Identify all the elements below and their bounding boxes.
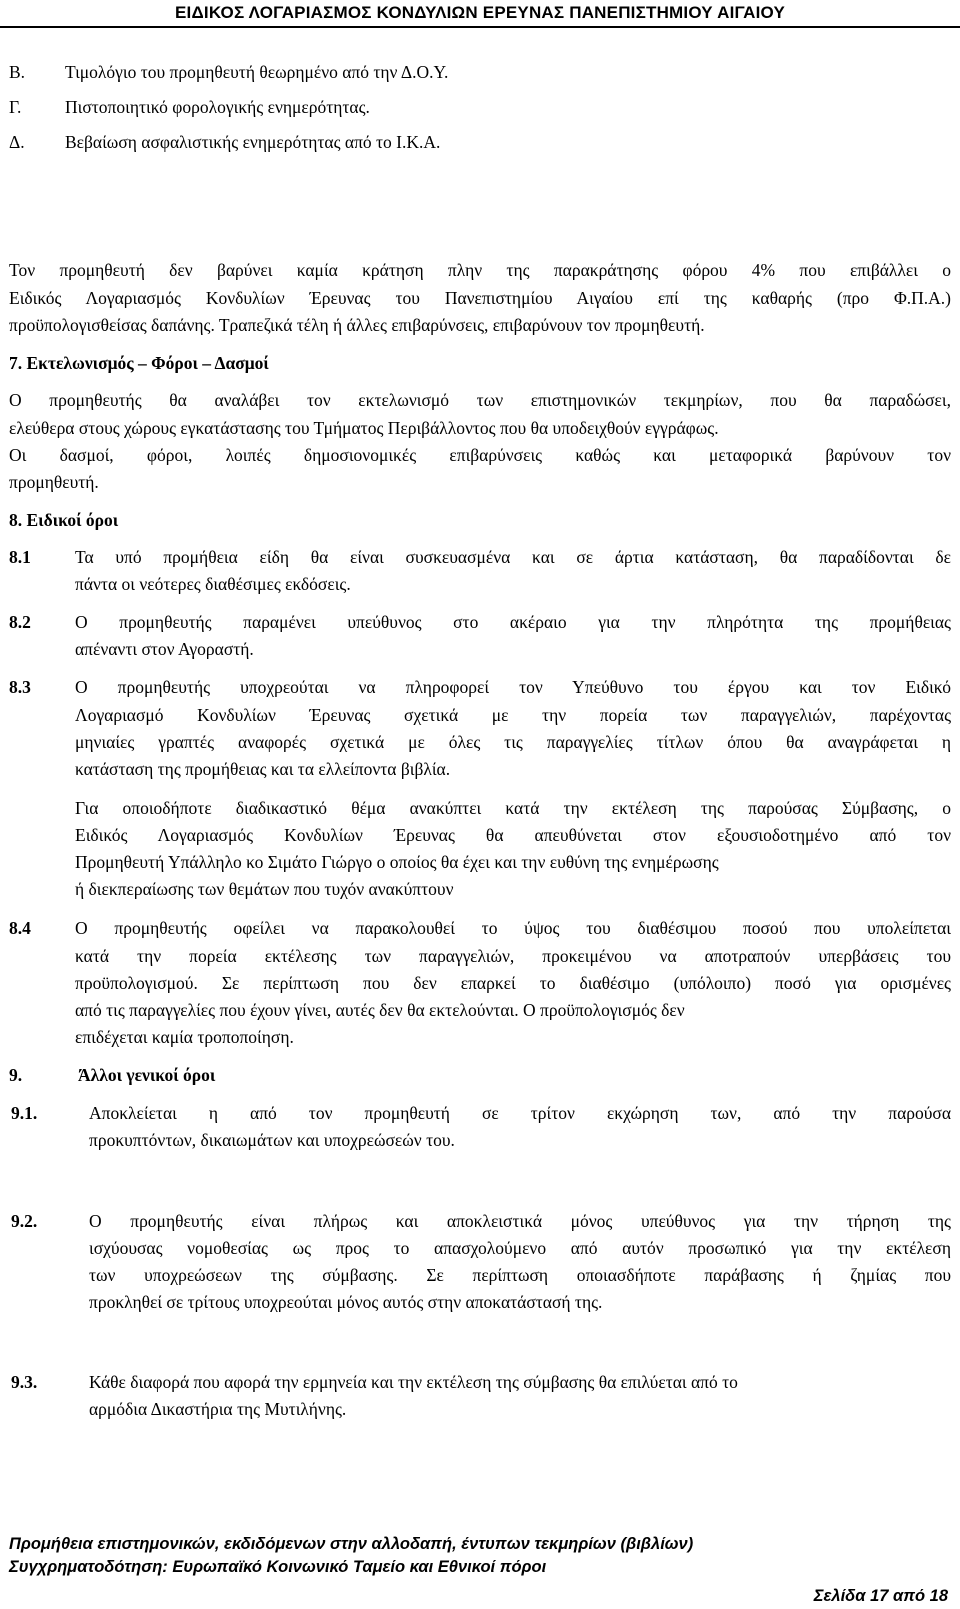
item-line: από τις παραγγελίες που έχουν γίνει, αυτές δεν θα εκτελούνται. Ο προϋπολογισμός δεν xyxy=(75,1000,685,1020)
item-line: Λογαριασμό Κονδυλίων Έρευνας σχετικά με την πορεία των παραγγελιών, παρέχοντας xyxy=(75,705,951,725)
item-line: των υποχρεώσεων της σύμβασης. Σε περίπτωση οποιασδήποτε παράβασης ή ζημίας που xyxy=(89,1265,951,1285)
docs-item-label: Δ. xyxy=(9,132,25,152)
item-line: Προμηθευτή Υπάλληλο κο Σιμάτο Γιώργο ο οποίος θα έχει και την ευθύνη της ενημέρωσης xyxy=(75,852,719,872)
item-label: 9.2. xyxy=(11,1211,38,1231)
item-label: 9.3. xyxy=(11,1372,38,1392)
item-label: 8.4 xyxy=(9,918,31,938)
section-heading: 8. Ειδικοί όροι xyxy=(9,510,119,530)
item-line: Κάθε διαφορά που αφορά την ερμηνεία και την εκτέλεση της σύμβασης θα επιλύεται από το xyxy=(89,1372,738,1392)
section-line: Ο προμηθευτής θα αναλάβει τον εκτελωνισμό των επιστημονικών τεκμηρίων, που θα παραδώσει, xyxy=(9,390,951,410)
item-line: Για οποιοδήποτε διαδικαστικό θέμα ανακύπτει κατά την εκτέλεση της παρούσας Σύμβασης, ο xyxy=(75,798,951,818)
item-line: Ο προμηθευτής παραμένει υπεύθυνος στο ακέραιο για την πληρότητα της προμήθειας xyxy=(75,612,951,632)
item-line: πάντα οι νεότερες διαθέσιμες εκδόσεις. xyxy=(75,574,351,594)
paragraph-line: προϋπολογισθείσας δαπάνης. Τραπεζικά τέλη ή άλλες επιβαρύνσεις, επιβαρύνουν τον προμηθευτή. xyxy=(9,315,705,335)
item-label: 9.1. xyxy=(11,1103,38,1123)
docs-item-label: Β. xyxy=(9,62,26,82)
docs-item-text: Βεβαίωση ασφαλιστικής ενημερότητας από το Ι.Κ.Α. xyxy=(65,132,441,152)
item-line: Ο προμηθευτής υποχρεούται να πληροφορεί τον Υπεύθυνο του έργου και τον Ειδικό xyxy=(75,677,951,697)
item-label: 8.3 xyxy=(9,677,31,697)
item-line: προκληθεί σε τρίτους υποχρεούται μόνος αυτός στην αποκατάστασή της. xyxy=(89,1292,603,1312)
item-label: 8.1 xyxy=(9,547,31,567)
page-header-title: ΕΙΔΙΚΟΣ ΛΟΓΑΡΙΑΣΜΟΣ ΚΟΝΔΥΛΙΩΝ ΕΡΕΥΝΑΣ ΠΑΝΕΠΙΣΤΗΜΙΟΥ ΑΙΓΑΙΟΥ xyxy=(175,3,785,22)
section-line: ελεύθερα στους χώρους εγκατάστασης του Τμήματος Περιβάλλοντος που θα υποδειχθούν εγγράφως. xyxy=(9,418,719,438)
item-line: μηνιαίες γραπτές αναφορές σχετικά με όλες τις παραγγελίες τίτλων όπου θα αναγράφεται η xyxy=(75,732,951,752)
item-line: Ο προμηθευτής είναι πλήρως και αποκλειστικά μόνος υπεύθυνος για την τήρηση της xyxy=(89,1211,951,1231)
item-line: Ο προμηθευτής οφείλει να παρακολουθεί το ύψος του διαθέσιμου ποσού που υπολείπεται xyxy=(75,918,951,938)
item-line: κατά την πορεία εκτέλεσης των παραγγελιών, προκειμένου να αποτραπούν υπερβάσεις του xyxy=(75,946,951,966)
item-line: Αποκλείεται η από τον προμηθευτή σε τρίτον εκχώρηση των, από την παρούσα xyxy=(89,1103,951,1123)
item-line: επιδέχεται καμία τροποποίηση. xyxy=(75,1027,294,1047)
item-line: αρμόδια Δικαστήρια της Μυτιλήνης. xyxy=(89,1399,347,1419)
section-line: προμηθευτή. xyxy=(9,472,99,492)
paragraph-line: Ειδικός Λογαριασμός Κονδυλίων Έρευνας του Πανεπιστημίου Αιγαίου επί της καθαρής (προ Φ.Π.Α.) xyxy=(9,288,951,308)
docs-item-label: Γ. xyxy=(9,97,22,117)
item-line: Τα υπό προμήθεια είδη θα είναι συσκευασμένα και σε άρτια κατάσταση, θα παραδίδονται δε xyxy=(75,547,951,567)
docs-item-text: Τιμολόγιο του προμηθευτή θεωρημένο από την Δ.Ο.Υ. xyxy=(65,62,449,82)
footer-funding-line: Συγχρηματοδότηση: Ευρωπαϊκό Κοινωνικό Ταμείο και Εθνικοί πόροι xyxy=(9,1558,547,1576)
item-line: προκυπτόντων, δικαιωμάτων και υποχρεώσεών του. xyxy=(89,1130,455,1150)
section-line: Οι δασμοί, φόροι, λοιπές δημοσιονομικές επιβαρύνσεις καθώς και μεταφορικά βαρύνουν τον xyxy=(9,445,951,465)
header-divider xyxy=(0,26,960,28)
item-line: ή διεκπεραίωσης των θεμάτων που τυχόν ανακύπτουν xyxy=(75,879,454,899)
page-number: Σελίδα 17 από 18 xyxy=(813,1587,948,1605)
item-line: προϋπολογισμού. Σε περίπτωση που δεν επαρκεί το διαθέσιμο (υπόλοιπο) ποσό για ορισμένες xyxy=(75,973,951,993)
section-number: 9. xyxy=(9,1065,23,1085)
item-line: κατάσταση της προμήθειας και τα ελλείποντα βιβλία. xyxy=(75,759,451,779)
docs-item-text: Πιστοποιητικό φορολογικής ενημερότητας. xyxy=(65,97,370,117)
item-line: ισχύουσας νομοθεσίας ως προς το απασχολούμενο από αυτόν προσωπικό για την εκτέλεση xyxy=(89,1238,951,1258)
footer-project-line: Προμήθεια επιστημονικών, εκδιδόμενων στην αλλοδαπή, έντυπων τεκμηρίων (βιβλίων) xyxy=(9,1535,694,1553)
section-heading: Άλλοι γενικοί όροι xyxy=(78,1065,216,1085)
section-heading: 7. Εκτελωνισμός – Φόροι – Δασμοί xyxy=(9,353,269,373)
item-line: Ειδικός Λογαριασμός Κονδυλίων Έρευνας θα απευθύνεται στον εξουσιοδοτημένο από τον xyxy=(75,825,951,845)
item-line: απέναντι στον Αγοραστή. xyxy=(75,639,254,659)
paragraph-line: Τον προμηθευτή δεν βαρύνει καμία κράτηση πλην της παρακράτησης φόρου 4% που επιβάλλει ο xyxy=(9,260,951,280)
item-label: 8.2 xyxy=(9,612,31,632)
